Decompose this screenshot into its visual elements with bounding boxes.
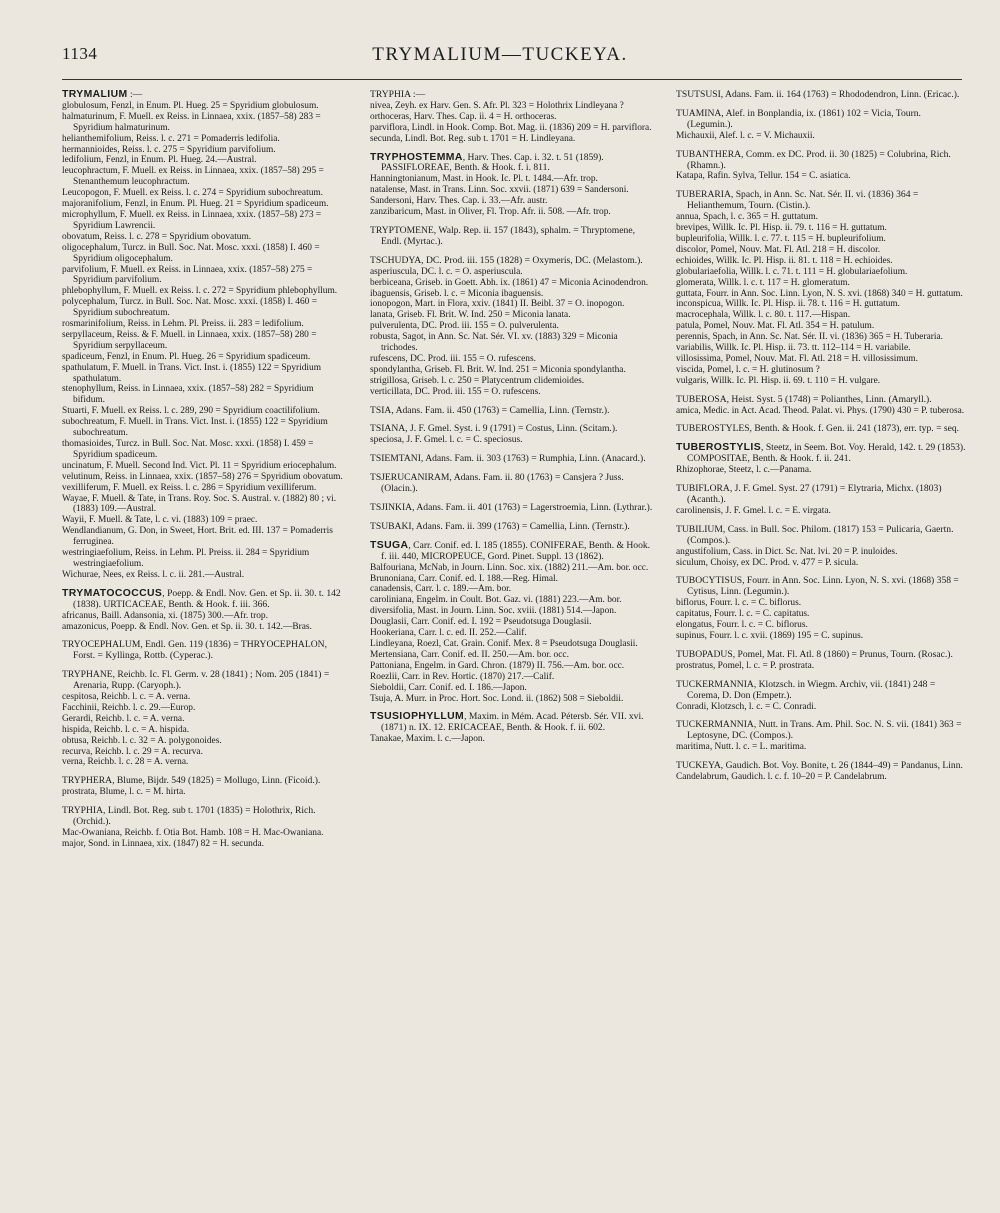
species-entry: stenophyllum, Reiss. in Linnaea, xxix. (1857–58) 282 = Spyridium bifidum. [62, 384, 314, 406]
species-entry: echioides, Willk. Ic. Pl. Hisp. ii. 81. t. 118 = H. echioides. [676, 255, 893, 266]
genus-entry [370, 541, 654, 563]
column-2 [370, 90, 654, 1175]
genus-entry [370, 256, 654, 267]
species-entry: perennis, Spach, in Ann. Sc. Nat. Sér. II. vi. (1836) 365 = H. Tuberaria. [676, 332, 943, 343]
genus-entry [676, 443, 966, 465]
species-entry: elongatus, Fourr. l. c. = C. biflorus. [676, 620, 808, 631]
entry-text: TUCKERMANNIA, Nutt. in Trans. Am. Phil. Soc. N. S. vii. (1841) 363 = Leptosyne, DC. (Compos.). [676, 719, 962, 742]
species-entry: microphyllum, F. Muell. ex Reiss. in Linnaea, xxix. (1857–58) 273 = Spyridium Lawrencii. [62, 209, 322, 231]
genus-headword: TSUSIOPHYLLUM [370, 711, 465, 723]
species-entry: diversifolia, Mast. in Journ. Linn. Soc. xviii. (1881) 514.—Japon. [370, 606, 617, 617]
genus-entry [676, 109, 966, 131]
species-entry: Rhizophorae, Steetz, l. c.—Panama. [676, 465, 812, 476]
species-entry: verticillata, DC. Prod. iii. 155 = O. rufescens. [370, 386, 541, 397]
species-entry: spondylantha, Griseb. Fl. Brit. W. Ind. 251 = Miconia spondylantha. [370, 364, 626, 375]
header-rule [62, 79, 962, 80]
species-entry: glomerata, Willk. l. c. t. 117 = H. glomeratum. [676, 277, 850, 288]
species-entry: Conradi, Klotzsch, l. c. = C. Conradi. [676, 701, 817, 712]
genus-entry [62, 589, 346, 611]
genus-entry [676, 720, 966, 742]
species-entry: spadiceum, Fenzl, in Enum. Pl. Hueg. 26 = Spyridium spadiceum. [62, 351, 311, 362]
entry-text: , Maxim. in Mém. Acad. Pétersb. Sér. VII. xvi. (1871) n. IX. 12. ERICACEAE, Benth. & Hook. f. ii. 602. [381, 711, 644, 734]
species-entry: canadensis, Carr. l. c. 189.—Am. bor. [370, 584, 512, 595]
species-entry: thomasioides, Turcz. in Bull. Soc. Nat. Mosc. xxxi. (1858) I. 459 = Spyridium spadiceum. [62, 439, 314, 460]
species-entry: spathulatum, F. Muell. in Trans. Vict. Inst. i. (1855) 122 = Spyridium spathulatum. [62, 362, 322, 384]
species-entry: uncinatum, F. Muell. Second Ind. Vict. Pl. 11 = Spyridium eriocephalum. [62, 460, 337, 471]
entry-text: TRYPHERA, Blume, Bijdr. 549 (1825) = Mollugo, Linn. (Ficoid.). [62, 775, 321, 787]
species-entry: angustifolium, Cass. in Dict. Sc. Nat. lvi. 20 = P. inuloides. [676, 546, 898, 557]
species-entry: Facchinii, Reichb. l. c. 29.—Europ. [62, 702, 196, 713]
genus-entry [676, 680, 966, 702]
species-entry: berbiceana, Griseb. in Goett. Abh. ix. (1861) 47 = Miconia Acinodendron. [370, 277, 649, 288]
species-entry: caroliniana, Engelm. in Coult. Bot. Gaz. vi. (1881) 223.—Am. bor. [370, 595, 622, 606]
species-entry: viscida, Pomel, l. c. = H. glutinosum ? [676, 364, 820, 375]
entry-text: , Harv. Thes. Cap. i. 32. t. 51 (1859). PASSIFLOREAE, Benth. & Hook. f. i. 811. [381, 151, 604, 174]
genus-headword: TRYPHOSTEMMA [370, 151, 463, 163]
species-entry: Roezlii, Carr. in Rev. Hortic. (1870) 217.—Calif. [370, 671, 555, 682]
species-entry: hermannioides, Reiss. l. c. 275 = Spyridium parvifolium. [62, 144, 276, 155]
entry-text: TRYPHIA :— [370, 90, 426, 100]
species-entry: variabilis, Willk. Ic. Pl. Hisp. ii. 73. tt. 112–114 = H. variabile. [676, 343, 911, 354]
species-entry: ledifolium, Fenzl, in Enum. Pl. Hueg. 24.—Austral. [62, 155, 257, 166]
species-entry: helianthemifolium, Reiss. l. c. 271 = Pomaderris ledifolia. [62, 133, 280, 144]
genus-entry [370, 454, 654, 465]
entry-text: , Steetz, in Seem. Bot. Voy. Herald, 142. t. 29 (1853). COMPOSITAE, Benth. & Hook. f. ii. 241. [687, 442, 966, 465]
species-entry: macrocephala, Willk. l. c. 80. t. 117.—Hispan. [676, 310, 851, 321]
genus-entry [62, 670, 346, 692]
species-entry: Mac-Owaniana, Reichb. f. Otia Bot. Hamb. 108 = H. Mac-Owaniana. [62, 828, 324, 838]
species-entry: lanata, Griseb. Fl. Brit. W. Ind. 250 = Miconia lanata. [370, 310, 571, 321]
species-entry: Tsuja, A. Murr. in Proc. Hort. Soc. Lond. ii. (1862) 508 = Sieboldii. [370, 693, 624, 704]
species-entry: amazonicus, Poepp. & Endl. Nov. Gen. et Sp. ii. 30. t. 142.—Bras. [62, 621, 312, 632]
species-entry: prostratus, Pomel, l. c. = P. prostrata. [676, 660, 815, 671]
species-entry: maritima, Nutt. l. c. = L. maritima. [676, 742, 807, 753]
species-entry: vulgaris, Willk. Ic. Pl. Hisp. ii. 69. t. 110 = H. vulgare. [676, 375, 881, 386]
species-entry: Wayae, F. Muell. & Tate, in Trans. Roy. Soc. S. Austral. v. (1882) 80 ; vi. (1883) 109.—Austral. [62, 493, 337, 515]
species-entry: Katapa, Rafin. Sylva, Tellur. 154 = C. asiatica. [676, 171, 851, 182]
species-entry: rosmarinifolium, Reiss. in Lehm. Pl. Preiss. ii. 283 = ledifolium. [62, 319, 304, 330]
entry-text: TSJERUCANIRAM, Adans. Fam. ii. 80 (1763) = Cansjera ? Juss. (Olacin.). [370, 472, 624, 495]
entry-text: TUBEROSA, Heist. Syst. 5 (1748) = Polianthes, Linn. (Amaryll.). [676, 393, 932, 405]
species-entry: Wendlandianum, G. Don, in Sweet, Hort. Brit. ed. III. 137 = Pomaderris ferruginea. [62, 526, 333, 548]
entry-text: , Poepp. & Endl. Nov. Gen. et Sp. ii. 30. t. 142 (1838). URTICACEAE, Benth. & Hook. f. iii. 366. [73, 587, 341, 610]
genus-entry [676, 424, 966, 435]
entry-text: :— [127, 90, 143, 100]
species-entry: Leucopogon, F. Muell. ex Reiss. l. c. 274 = Spyridium subochreatum. [62, 188, 324, 199]
genus-entry [676, 484, 966, 506]
genus-entry [676, 576, 966, 598]
species-entry: strigillosa, Griseb. l. c. 250 = Platycentrum clidemioides. [370, 375, 585, 386]
genus-entry [370, 424, 654, 435]
species-entry: guttata, Fourr. in Ann. Soc. Linn. Lyon, N. S. xvi. (1868) 340 = H. guttatum. [676, 288, 963, 299]
entry-text: TUBOPADUS, Pomel, Mat. Fl. Atl. 8 (1860) = Prunus, Tourn. (Rosac.). [676, 648, 953, 660]
species-entry: Candelabrum, Gaudich. l. c. f. 10–20 = P. Candelabrum. [676, 772, 887, 783]
species-entry: Gerardi, Reichb. l. c. = A. verna. [62, 713, 185, 724]
species-entry: Tanakae, Maxim. l. c.—Japon. [370, 734, 485, 745]
species-entry: Lindleyana, Roezl, Cat. Grain. Conif. Mex. 8 = Pseudotsuga Douglasii. [370, 638, 638, 649]
species-entry: velutinum, Reiss. in Linnaea, xxix. (1857–58) 276 = Spyridium obovatum. [62, 471, 343, 482]
species-entry: parvifolium, F. Muell. ex Reiss. in Linnaea, xxix. (1857–58) 275 = Spyridium parvifolium. [62, 264, 313, 286]
entry-text: TUAMINA, Alef. in Bonplandia, ix. (1861) 102 = Vicia, Tourn. (Legumin.). [676, 107, 921, 130]
genus-entry [676, 525, 966, 547]
species-entry: Hanningtonianum, Mast. in Hook. Ic. Pl. t. 1484.—Afr. trop. [370, 174, 598, 185]
genus-entry [676, 761, 966, 772]
entry-text: TUBILIUM, Cass. in Bull. Soc. Philom. (1817) 153 = Pulicaria, Gaertn. (Compos.). [676, 523, 954, 546]
entry-text: , Carr. Conif. ed. I. 185 (1855). CONIFERAE, Benth. & Hook. f. iii. 440, MICROPEUCE, Gord. Pinet. Suppl. 13 (1862). [381, 539, 651, 562]
genus-headword: TUBEROSTYLIS [676, 442, 762, 454]
species-entry: vexilliferum, F. Muell. ex Reiss. l. c. 286 = Spyridium vexilliferum. [62, 482, 317, 493]
genus-entry [676, 190, 966, 212]
species-entry: subochreatum, F. Muell. in Trans. Vict. Inst. i. (1855) 122 = Spyridium subochreatum. [62, 417, 328, 439]
page-number: 1134 [62, 44, 98, 63]
genus-entry [370, 406, 654, 417]
species-entry: nivea, Zeyh. ex Harv. Gen. S. Afr. Pl. 323 = Holothrix Lindleyana ? [370, 100, 624, 111]
species-entry: speciosa, J. F. Gmel. l. c. = C. speciosus. [370, 435, 523, 446]
column-1 [62, 90, 346, 1175]
genus-entry [676, 650, 966, 661]
genus-entry [676, 395, 966, 406]
species-entry: bupleurifolia, Willk. l. c. 77. t. 115 = H. bupleurifolium. [676, 233, 886, 244]
species-entry: westringiaefolium, Reiss. in Lehm. Pl. Preiss. ii. 284 = Spyridium westringiaefolium. [62, 548, 310, 569]
entry-text: TRYPHIA, Lindl. Bot. Reg. sub t. 1701 (1835) = Holothrix, Rich. (Orchid.). [62, 805, 316, 828]
species-entry: asperiuscula, DC. l. c. = O. asperiuscula. [370, 266, 523, 277]
species-entry: ionopogon, Mart. in Flora, xxiv. (1841) II. Beibl. 37 = O. inopogon. [370, 299, 625, 310]
entry-text: TUBERARIA, Spach, in Ann. Sc. Nat. Sér. II. vi. (1836) 364 = Helianthemum, Tourn. (Cistin.). [676, 189, 919, 212]
species-entry: Pattoniana, Engelm. in Gard. Chron. (1879) II. 756.—Am. bor. occ. [370, 660, 625, 671]
entry-text: TUCKEYA, Gaudich. Bot. Voy. Bonite, t. 26 (1844–49) = Pandanus, Linn. [676, 760, 963, 772]
species-entry: phlebophyllum, F. Muell. ex Reiss. l. c. 272 = Spyridium phlebophyllum. [62, 286, 338, 297]
entry-text: TUBOCYTISUS, Fourr. in Ann. Soc. Linn. Lyon, N. S. xvi. (1868) 358 = Cytisus, Linn. (Legumin.). [676, 575, 959, 598]
species-entry: carolinensis, J. F. Gmel. l. c. = E. virgata. [676, 505, 831, 516]
genus-entry [370, 153, 654, 175]
entry-text: TRYOCEPHALUM, Endl. Gen. 119 (1836) = THRYOCEPHALON, Forst. = Kyllinga, Rottb. (Cyperac.). [62, 639, 327, 662]
species-entry: obovatum, Reiss. l. c. 278 = Spyridium obovatum. [62, 231, 252, 242]
genus-entry [62, 806, 346, 828]
running-title: TRYMALIUM—TUCKEYA. [372, 44, 628, 65]
species-entry: serpyllaceum, Reiss. & F. Muell. in Linnaea, xxix. (1857–58) 280 = Spyridium serpyllaceum. [62, 329, 317, 351]
entry-text: TSIEMTANI, Adans. Fam. ii. 303 (1763) = Rumphia, Linn. (Anacard.). [370, 453, 646, 465]
entry-text: TUBANTHERA, Comm. ex DC. Prod. ii. 30 (1825) = Colubrina, Rich. (Rhamn.). [676, 148, 951, 171]
genus-entry [370, 226, 654, 248]
species-entry: Brunoniana, Carr. Conif. ed. I. 188.—Reg. Himal. [370, 573, 558, 584]
species-entry: prostrata, Blume, l. c. = M. hirta. [62, 787, 186, 798]
species-entry: major, Sond. in Linnaea, xix. (1847) 82 = H. secunda. [62, 838, 265, 849]
genus-entry [370, 712, 654, 734]
entry-text: TSIA, Adans. Fam. ii. 450 (1763) = Camellia, Linn. (Ternstr.). [370, 404, 610, 416]
genus-entry [676, 90, 966, 101]
species-entry: Wayii, F. Muell. & Tate, l. c. vi. (1883) 109 = praec. [62, 515, 258, 526]
species-entry: verna, Reichb. l. c. 28 = A. verna. [62, 757, 189, 768]
species-entry: cespitosa, Reichb. l. c. = A. verna. [62, 692, 191, 703]
species-entry: ibaguensis, Griseb. l. c. = Miconia ibaguensis. [370, 288, 544, 299]
species-entry: zanzibaricum, Mast. in Oliver, Fl. Trop. Afr. ii. 508. —Afr. trop. [370, 207, 611, 218]
species-entry: hispida, Reichb. l. c. = A. hispida. [62, 724, 190, 735]
species-entry: halmaturinum, F. Muell. ex Reiss. in Linnaea, xxix. (1857–58) 283 = Spyridium halmaturinum. [62, 111, 321, 133]
genus-entry [370, 522, 654, 533]
species-entry: natalense, Mast. in Trans. Linn. Soc. xxvii. (1871) 639 = Sandersoni. [370, 185, 629, 196]
species-entry: orthoceras, Harv. Thes. Cap. ii. 4 = H. orthoceras. [370, 111, 557, 122]
species-entry: villosissima, Pomel, Nouv. Mat. Fl. Atl. 218 = H. villosissimum. [676, 353, 918, 364]
species-entry: Mertensiana, Carr. Conif. ed. II. 250.—Am. bor. occ. [370, 649, 569, 660]
species-entry: siculum, Choisy, ex DC. Prod. v. 477 = P. sicula. [676, 557, 859, 568]
entry-text: TSUTSUSI, Adans. Fam. ii. 164 (1763) = Rhododendron, Linn. (Ericac.). [676, 90, 960, 100]
entry-text: TSJINKIA, Adans. Fam. ii. 401 (1763) = Lagerstroemia, Linn. (Lythrar.). [370, 502, 653, 513]
species-entry: Sandersoni, Harv. Thes. Cap. i. 33.—Afr. austr. [370, 196, 548, 207]
genus-headword: TRYMATOCOCCUS [62, 587, 163, 599]
species-entry: Michauxii, Alef. l. c. = V. Michauxii. [676, 130, 815, 141]
genus-entry [62, 90, 346, 101]
species-entry: africanus, Baill. Adansonia, xi. (1875) 300.—Afr. trop. [62, 610, 268, 621]
entry-text: TSUBAKI, Adans. Fam. ii. 399 (1763) = Camellia, Linn. (Ternstr.). [370, 520, 630, 532]
species-entry: Balfouriana, McNab, in Journ. Linn. Soc. xix. (1882) 211.—Am. bor. occ. [370, 562, 649, 573]
species-entry: Douglasii, Carr. Conif. ed. I. 192 = Pseudotsuga Douglasii. [370, 617, 592, 628]
genus-entry [370, 90, 654, 101]
species-entry: inconspicua, Willk. Ic. Pl. Hisp. ii. 78. t. 116 = H. guttatum. [676, 299, 900, 310]
species-entry: robusta, Sagot, in Ann. Sc. Nat. Sér. VI. xv. (1883) 329 = Miconia trichodes. [370, 332, 618, 354]
species-entry: pulverulenta, DC. Prod. iii. 155 = O. pulverulenta. [370, 321, 559, 332]
species-entry: Stuarti, F. Muell. ex Reiss. l. c. 289, 290 = Spyridium coactilifolium. [62, 406, 320, 417]
species-entry: globulariaefolia, Willk. l. c. 71. t. 111 = H. globulariaefolium. [676, 266, 908, 277]
entry-text: TSIANA, J. F. Gmel. Syst. i. 9 (1791) = Costus, Linn. (Scitam.). [370, 423, 618, 435]
species-entry: globulosum, Fenzl, in Enum. Pl. Hueg. 25 = Spyridium globulosum. [62, 100, 319, 111]
species-entry: recurva, Reichb. l. c. 29 = A. recurva. [62, 746, 203, 757]
species-entry: polycephalum, Turcz. in Bull. Soc. Nat. Mosc. xxxi. (1858) I. 460 = Spyridium subochreatum. [62, 297, 318, 319]
species-entry: secunda, Lindl. Bot. Reg. sub t. 1701 = H. Lindleyana. [370, 133, 576, 144]
species-entry: obtusa, Reichb. l. c. 32 = A. polygonoides. [62, 735, 222, 746]
species-entry: capitatus, Fourr. l. c. = C. capitatus. [676, 609, 810, 620]
entry-text: TUBEROSTYLES, Benth. & Hook. f. Gen. ii. 241 (1873), err. typ. = seq. [676, 423, 960, 435]
species-entry: discolor, Pomel, Nouv. Mat. Fl. Atl. 218 = H. discolor. [676, 244, 881, 255]
genus-entry [62, 640, 346, 662]
species-entry: parviflora, Lindl. in Hook. Comp. Bot. Mag. ii. (1836) 209 = H. parviflora. [370, 122, 652, 133]
species-entry: Hookeriana, Carr. l. c. ed. II. 252.—Calif. [370, 628, 527, 639]
species-entry: Wichurae, Nees, ex Reiss. l. c. ii. 281.—Austral. [62, 569, 245, 580]
species-entry: supinus, Fourr. l. c. xvii. (1869) 195 = C. supinus. [676, 630, 864, 641]
genus-headword: TRYMALIUM [62, 90, 128, 100]
species-entry: biflorus, Fourr. l. c. = C. biflorus. [676, 598, 802, 609]
entry-text: TRYPTOMENE, Walp. Rep. ii. 157 (1843), sphalm. = Thryptomene, Endl. (Myrtac.). [370, 224, 635, 247]
species-entry: brevipes, Willk. Ic. Pl. Hisp. ii. 79. t. 116 = H. guttatum. [676, 223, 887, 234]
species-entry: annua, Spach, l. c. 365 = H. guttatum. [676, 212, 818, 223]
species-entry: patula, Pomel, Nouv. Mat. Fl. Atl. 354 = H. patulum. [676, 321, 875, 332]
species-entry: oligocephalum, Turcz. in Bull. Soc. Nat. Mosc. xxxi. (1858) I. 460 = Spyridium oligocephalum. [62, 242, 320, 264]
species-entry: rufescens, DC. Prod. iii. 155 = O. rufescens. [370, 353, 536, 364]
genus-entry [370, 473, 654, 495]
entry-text: TUCKERMANNIA, Klotzsch. in Wiegm. Archiv, vii. (1841) 248 = Corema, D. Don (Empetr.). [676, 678, 936, 701]
species-entry: majoranifolium, Fenzl, in Enum. Pl. Hueg. 21 = Spyridium spadiceum. [62, 199, 329, 210]
genus-entry [676, 150, 966, 172]
genus-entry [370, 503, 654, 514]
entry-text: TSCHUDYA, DC. Prod. iii. 155 (1828) = Oxymeris, DC. (Melastom.). [370, 254, 643, 266]
species-entry: amica, Medic. in Act. Acad. Theod. Palat. vi. Phys. (1790) 430 = P. tuberosa. [676, 405, 965, 416]
entry-text: TRYPHANE, Reichb. Ic. Fl. Germ. v. 28 (1841) ; Nom. 205 (1841) = Arenaria, Rupp. (Caryoph.). [62, 669, 330, 692]
entry-text: TUBIFLORA, J. F. Gmel. Syst. 27 (1791) = Elytraria, Michx. (1803) (Acanth.). [676, 483, 942, 505]
genus-headword: TSUGA [370, 539, 409, 551]
species-entry: Sieboldii, Carr. Conif. ed. I. 186.—Japon. [370, 682, 527, 693]
column-3 [676, 90, 966, 1175]
species-entry: leucophractum, F. Muell. ex Reiss. in Linnaea, xxix. (1857–58) 295 = Stenanthemum leucophractum. [62, 166, 324, 188]
genus-entry [62, 776, 346, 787]
